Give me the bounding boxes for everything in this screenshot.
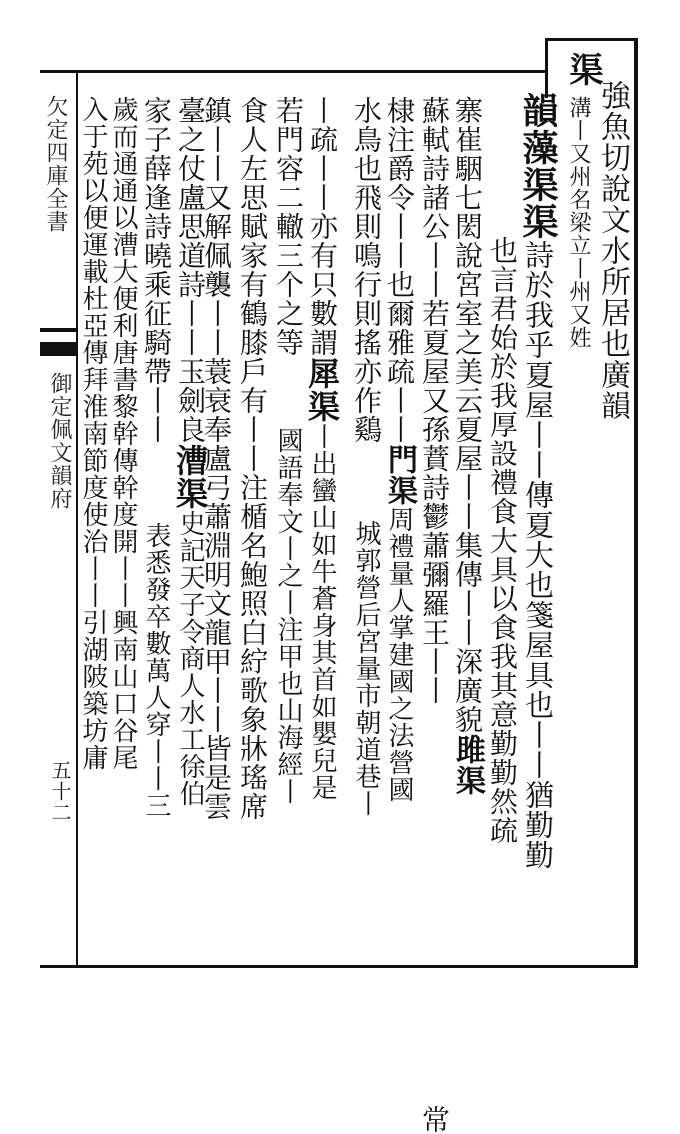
entry-heading-caoqu: 漕渠 xyxy=(171,444,209,510)
column-6-tail: 城郭營后宮量市朝道巷丨 xyxy=(351,520,381,817)
entry-heading-piqu: 犀渠 xyxy=(303,357,341,423)
text-column-11 xyxy=(171,96,209,807)
column-11-text: 臺之仗盧思道詩丨丨玉劍良 xyxy=(174,96,207,444)
text-column-2: 也言君始於我厚設禮食大具以食我其意勤勤然疏 xyxy=(486,236,519,845)
column-3-text: 寨崔駰七閎說宮室之美云夏屋丨丨集傳丨丨深廣貌 xyxy=(451,96,484,734)
column-12-text: 家子薛逢詩曉乘征騎帶丨丨 xyxy=(140,96,173,444)
column-8-text: 若門容二轍三个之等 xyxy=(272,96,305,357)
header-line-1: 強魚切說文水所居也廣韻 xyxy=(595,80,630,421)
column-7-tail: 丨出蠻山如牛蒼身其首如嬰兒是 xyxy=(307,423,337,801)
text-column-3 xyxy=(450,96,485,796)
text-column-1 xyxy=(517,92,559,870)
column-7-text: 丨疏丨丨亦有只數謂 xyxy=(306,96,339,357)
text-column-8 xyxy=(272,96,305,805)
text-column-13: 歲而通通以漕大便利唐書黎幹傳幹度開丨丨興南山口谷尾 xyxy=(108,96,138,771)
column-5-tail: 周禮量人掌建國之法營國 xyxy=(384,506,414,803)
column-1-text: 詩於我乎夏屋丨丨傳夏大也箋屋具也丨丨猶勤勤 xyxy=(521,240,555,870)
text-column-7 xyxy=(303,96,341,801)
right-border xyxy=(634,38,638,968)
text-column-6 xyxy=(350,96,383,817)
text-column-12 xyxy=(140,96,173,819)
entry-heading-menqu: 門渠 xyxy=(382,444,417,506)
page-number: 五十二 xyxy=(48,760,72,823)
fish-tail-bar-2 xyxy=(40,342,78,356)
column-5-text: 棣注爵令丨丨也爾雅疏丨丨 xyxy=(383,96,416,444)
book-title: 御定佩文韻府 xyxy=(47,372,72,510)
bottom-border xyxy=(40,965,638,968)
text-column-4 xyxy=(418,96,451,1134)
top-border-box xyxy=(545,38,637,41)
column-6-text: 水鳥也飛則鳴行則搖亦作鷄 xyxy=(350,96,383,444)
header-box-left xyxy=(545,38,548,98)
column-4-text: 蘇軾詩諸公丨丨若夏屋又孫蕡詩鬱蕭彌羅王丨丨 xyxy=(418,96,451,705)
column-11-tail: 史記天子令商人水工徐伯 xyxy=(175,510,205,807)
column-4-tail: 常 xyxy=(418,1105,451,1134)
margin-top-fragment: 欠定四庫全書 xyxy=(43,95,68,233)
head-character: 渠 xyxy=(563,52,603,87)
top-border xyxy=(40,70,545,73)
text-column-5 xyxy=(382,96,417,803)
text-column-10: 鎮丨丨又解佩襲丨丨蓑衰奉盧弓蕭淵明文龍甲丨丨皆是雲 xyxy=(200,96,233,821)
column-8-tail: 國語奉文丨之丨注甲也山海經丨 xyxy=(273,427,303,805)
header-line-2: 溝丨又州名梁立丨州又姓 xyxy=(566,96,591,349)
column-12-tail: 表悉發卒數萬人穿丨丨三 xyxy=(141,522,171,819)
text-column-14: 入于苑以便運載杜亞傳拜淮南節度使治丨丨引湖陂築坊庸 xyxy=(78,96,108,771)
fish-tail-bar xyxy=(40,328,78,332)
entry-heading-yunzao: 韻藻渠渠 xyxy=(517,92,559,240)
text-column-9: 食人左思賦家有鶴膝戶有丨丨注楯名鮑照白紵歌象牀瑤席 xyxy=(236,96,269,821)
entry-heading-juqu: 雎渠 xyxy=(450,734,485,796)
